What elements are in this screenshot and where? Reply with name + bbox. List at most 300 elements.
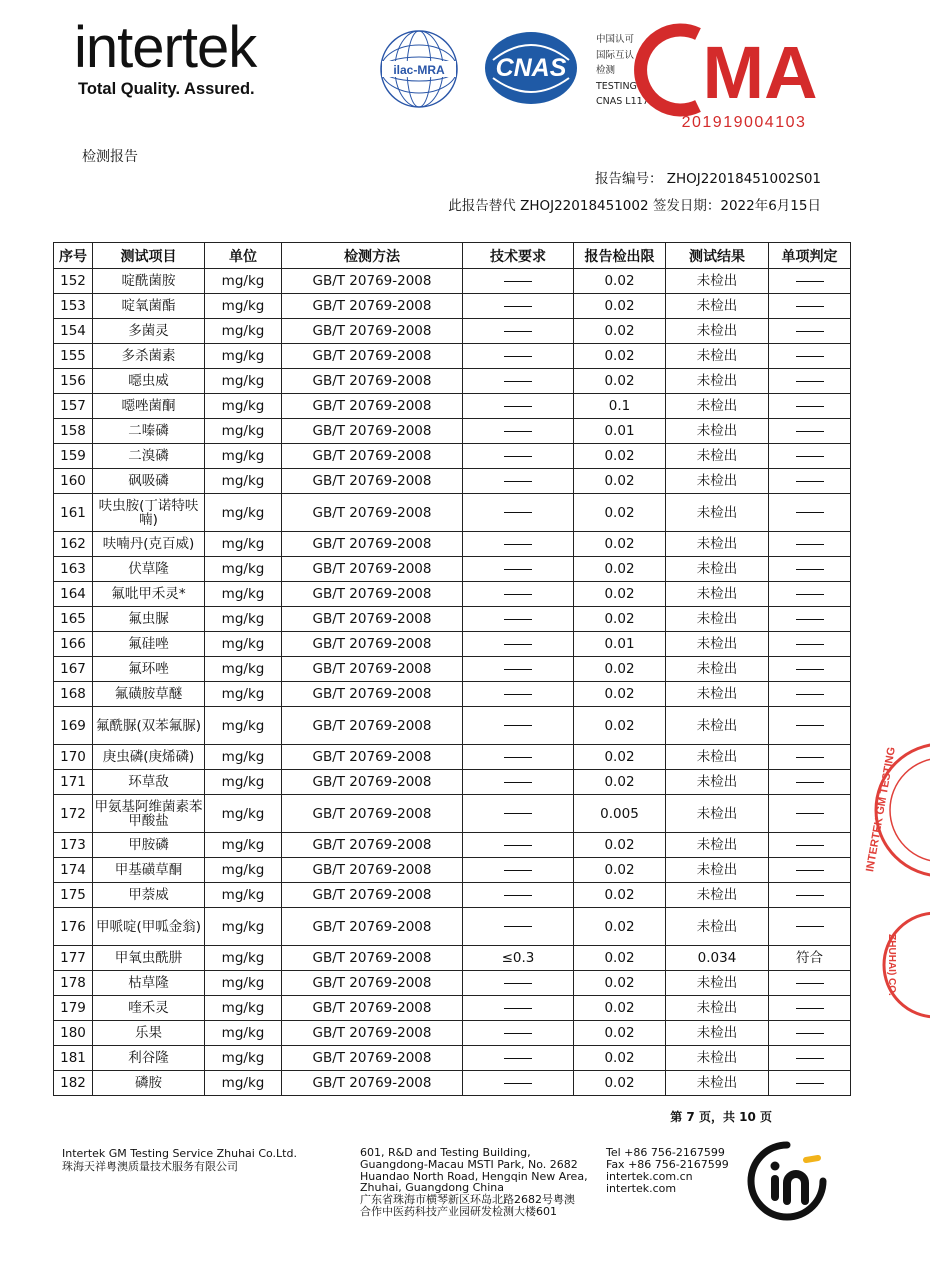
table-row (54, 883, 851, 908)
report-replaces-issue-date: 此报告替代 ZHOJ22018451002 签发日期：2022年6月15日 (448, 198, 821, 214)
cell-requirement (463, 607, 574, 632)
cell-limit: 0.02 (574, 1071, 666, 1096)
cell-result: 未检出 (666, 369, 769, 394)
intertek-logo: intertek (74, 15, 257, 80)
cell-requirement (463, 469, 574, 494)
cell-item: 环草敌 (93, 770, 205, 795)
cell-method: GB/T 20769-2008 (282, 971, 463, 996)
cell-limit: 0.01 (574, 632, 666, 657)
cell-verdict (769, 344, 851, 369)
cell-no: 164 (54, 582, 93, 607)
dash-mark (796, 1058, 824, 1059)
cell-method: GB/T 20769-2008 (282, 469, 463, 494)
cell-limit: 0.02 (574, 1046, 666, 1071)
cell-no: 154 (54, 319, 93, 344)
table-row (54, 607, 851, 632)
cell-requirement (463, 319, 574, 344)
cell-unit: mg/kg (205, 971, 282, 996)
dash-mark (796, 594, 824, 595)
svg-text:MA: MA (702, 31, 818, 114)
cell-no: 168 (54, 682, 93, 707)
table-row (54, 745, 851, 770)
cell-unit: mg/kg (205, 469, 282, 494)
dash-mark (504, 1058, 532, 1059)
col-header-requirement: 技术要求 (463, 243, 574, 269)
dash-mark (796, 569, 824, 570)
results-table (53, 242, 851, 1096)
table-row (54, 1046, 851, 1071)
cell-result: 未检出 (666, 682, 769, 707)
col-header-result: 测试结果 (666, 243, 769, 269)
footer-address: 601, R&D and Testing Building, Guangdong-Macau MSTI Park, No. 2682 Huandao North Road, Hengqin New Area, Zhuhai, Guangdong China 广东省珠海市横琴新区环岛北路2682号粤澳 合作中医药科技产业园研发检测大楼601 (360, 1146, 588, 1218)
cell-verdict (769, 883, 851, 908)
dash-mark (796, 870, 824, 871)
cell-limit: 0.02 (574, 858, 666, 883)
col-header-unit: 单位 (205, 243, 282, 269)
col-header-item: 测试项目 (93, 243, 205, 269)
cell-limit: 0.02 (574, 319, 666, 344)
cell-unit: mg/kg (205, 607, 282, 632)
cell-no: 175 (54, 883, 93, 908)
dash-mark (796, 845, 824, 846)
cell-unit: mg/kg (205, 883, 282, 908)
cell-result: 未检出 (666, 444, 769, 469)
table-row (54, 682, 851, 707)
cell-verdict (769, 833, 851, 858)
table-row (54, 833, 851, 858)
cell-method: GB/T 20769-2008 (282, 1021, 463, 1046)
cell-requirement (463, 369, 574, 394)
cell-unit: mg/kg (205, 532, 282, 557)
cell-limit: 0.02 (574, 1021, 666, 1046)
dash-mark (796, 782, 824, 783)
cell-no: 160 (54, 469, 93, 494)
cell-no: 172 (54, 795, 93, 833)
cell-unit: mg/kg (205, 707, 282, 745)
cell-no: 182 (54, 1071, 93, 1096)
table-row (54, 1021, 851, 1046)
cma-number: 201919004103 (681, 114, 807, 131)
dash-mark (504, 481, 532, 482)
cell-result: 未检出 (666, 908, 769, 946)
dash-mark (796, 694, 824, 695)
cell-requirement (463, 745, 574, 770)
cell-method: GB/T 20769-2008 (282, 946, 463, 971)
report-number: 报告编号： ZHOJ22018451002S01 (594, 171, 821, 187)
cell-no: 159 (54, 444, 93, 469)
table-row (54, 494, 851, 532)
cell-verdict (769, 532, 851, 557)
document-type: 检测报告 (82, 149, 138, 165)
col-header-verdict: 单项判定 (769, 243, 851, 269)
cell-item: 噁唑菌酮 (93, 394, 205, 419)
cell-limit: 0.02 (574, 971, 666, 996)
cell-item: 氟磺胺草醚 (93, 682, 205, 707)
cell-no: 156 (54, 369, 93, 394)
cell-method: GB/T 20769-2008 (282, 532, 463, 557)
col-header-limit: 报告检出限 (574, 243, 666, 269)
cell-requirement (463, 582, 574, 607)
cell-method: GB/T 20769-2008 (282, 269, 463, 294)
cell-requirement (463, 707, 574, 745)
dash-mark (796, 644, 824, 645)
cell-requirement (463, 632, 574, 657)
cell-method: GB/T 20769-2008 (282, 582, 463, 607)
cell-limit: 0.02 (574, 607, 666, 632)
cell-no: 162 (54, 532, 93, 557)
cell-method: GB/T 20769-2008 (282, 319, 463, 344)
cell-limit: 0.02 (574, 469, 666, 494)
cell-method: GB/T 20769-2008 (282, 657, 463, 682)
cell-item: 甲氨基阿维菌素苯甲酸盐 (93, 795, 205, 833)
cell-verdict (769, 419, 851, 444)
dash-mark (504, 356, 532, 357)
cell-no: 178 (54, 971, 93, 996)
cell-requirement (463, 1046, 574, 1071)
cell-verdict (769, 682, 851, 707)
cell-unit: mg/kg (205, 582, 282, 607)
cnas-logo (483, 30, 579, 106)
dash-mark (504, 544, 532, 545)
cell-item: 噁虫威 (93, 369, 205, 394)
dash-mark (504, 281, 532, 282)
table-row (54, 557, 851, 582)
table-row (54, 795, 851, 833)
cell-result: 未检出 (666, 582, 769, 607)
cell-result: 未检出 (666, 469, 769, 494)
dash-mark (504, 694, 532, 695)
cell-requirement (463, 1021, 574, 1046)
cell-unit: mg/kg (205, 632, 282, 657)
cell-result: 未检出 (666, 344, 769, 369)
cell-unit: mg/kg (205, 294, 282, 319)
cell-item: 啶酰菌胺 (93, 269, 205, 294)
cell-unit: mg/kg (205, 344, 282, 369)
table-row (54, 269, 851, 294)
cell-limit: 0.02 (574, 369, 666, 394)
cell-item: 氟酰脲(双苯氟脲) (93, 707, 205, 745)
cell-verdict (769, 582, 851, 607)
col-header-no: 序号 (54, 243, 93, 269)
table-row (54, 908, 851, 946)
dash-mark (504, 669, 532, 670)
cell-method: GB/T 20769-2008 (282, 607, 463, 632)
cma-logo (668, 26, 820, 114)
cell-requirement (463, 682, 574, 707)
dash-mark (504, 619, 532, 620)
cell-requirement (463, 971, 574, 996)
cell-limit: 0.02 (574, 745, 666, 770)
cell-item: 庚虫磷(庚烯磷) (93, 745, 205, 770)
cell-result: 未检出 (666, 394, 769, 419)
cell-result: 未检出 (666, 745, 769, 770)
cell-requirement: ≤0.3 (463, 946, 574, 971)
cell-result: 未检出 (666, 707, 769, 745)
table-row (54, 444, 851, 469)
dash-mark (504, 381, 532, 382)
company-seal-stamp (864, 740, 930, 880)
cell-method: GB/T 20769-2008 (282, 1071, 463, 1096)
cell-verdict (769, 607, 851, 632)
cell-result: 未检出 (666, 494, 769, 532)
table-row (54, 971, 851, 996)
cell-item: 枯草隆 (93, 971, 205, 996)
cell-result: 未检出 (666, 795, 769, 833)
cell-result: 未检出 (666, 971, 769, 996)
cell-result: 未检出 (666, 294, 769, 319)
cell-result: 未检出 (666, 858, 769, 883)
cell-item: 多杀菌素 (93, 344, 205, 369)
dash-mark (504, 870, 532, 871)
cell-item: 氟吡甲禾灵* (93, 582, 205, 607)
cell-verdict (769, 795, 851, 833)
cell-item: 氟环唑 (93, 657, 205, 682)
table-row (54, 394, 851, 419)
cell-limit: 0.02 (574, 833, 666, 858)
cell-unit: mg/kg (205, 369, 282, 394)
dash-mark (796, 356, 824, 357)
cell-unit: mg/kg (205, 833, 282, 858)
cell-item: 喹禾灵 (93, 996, 205, 1021)
cnas-accreditation-text: 中国认可 国际互认 检测 TESTING CNAS L11796 (596, 34, 661, 107)
cell-method: GB/T 20769-2008 (282, 883, 463, 908)
cell-verdict (769, 557, 851, 582)
cell-limit: 0.02 (574, 946, 666, 971)
dash-mark (504, 725, 532, 726)
dash-mark (796, 757, 824, 758)
cell-no: 180 (54, 1021, 93, 1046)
footer-contact: Tel +86 756-2167599 Fax +86 756-2167599 intertek.com.cn intertek.com (606, 1146, 729, 1195)
dash-mark (796, 669, 824, 670)
cell-unit: mg/kg (205, 419, 282, 444)
cell-verdict (769, 1021, 851, 1046)
dash-mark (504, 569, 532, 570)
cell-requirement (463, 833, 574, 858)
cell-result: 未检出 (666, 557, 769, 582)
cell-item: 伏草隆 (93, 557, 205, 582)
dash-mark (504, 983, 532, 984)
cell-verdict (769, 369, 851, 394)
cell-verdict (769, 294, 851, 319)
dash-mark (504, 644, 532, 645)
cell-item: 多菌灵 (93, 319, 205, 344)
dash-mark (504, 757, 532, 758)
cell-item: 磷胺 (93, 1071, 205, 1096)
cell-requirement (463, 532, 574, 557)
cell-result: 未检出 (666, 319, 769, 344)
cell-verdict (769, 858, 851, 883)
cell-unit: mg/kg (205, 494, 282, 532)
cell-no: 173 (54, 833, 93, 858)
cell-item: 二嗪磷 (93, 419, 205, 444)
cell-no: 176 (54, 908, 93, 946)
cell-unit: mg/kg (205, 858, 282, 883)
cell-unit: mg/kg (205, 657, 282, 682)
ilac-mra-logo (378, 28, 460, 110)
company-seal-stamp-2 (876, 910, 926, 1020)
dash-mark (504, 406, 532, 407)
cell-limit: 0.01 (574, 419, 666, 444)
cell-verdict (769, 444, 851, 469)
cell-verdict: 符合 (769, 946, 851, 971)
cell-no: 167 (54, 657, 93, 682)
cell-no: 155 (54, 344, 93, 369)
cell-no: 179 (54, 996, 93, 1021)
cell-item: 乐果 (93, 1021, 205, 1046)
cell-no: 166 (54, 632, 93, 657)
cell-verdict (769, 632, 851, 657)
table-row (54, 770, 851, 795)
table-row (54, 946, 851, 971)
cell-result: 未检出 (666, 770, 769, 795)
cell-requirement (463, 494, 574, 532)
dash-mark (796, 512, 824, 513)
dash-mark (504, 306, 532, 307)
cell-verdict (769, 770, 851, 795)
cell-limit: 0.02 (574, 657, 666, 682)
cell-item: 啶氧菌酯 (93, 294, 205, 319)
cell-result: 未检出 (666, 1046, 769, 1071)
cell-requirement (463, 394, 574, 419)
dash-mark (504, 782, 532, 783)
table-row (54, 1071, 851, 1096)
cell-item: 甲胺磷 (93, 833, 205, 858)
cell-unit: mg/kg (205, 1046, 282, 1071)
table-row (54, 419, 851, 444)
cell-requirement (463, 657, 574, 682)
table-row (54, 632, 851, 657)
cell-item: 甲氧虫酰肼 (93, 946, 205, 971)
cell-verdict (769, 269, 851, 294)
cell-method: GB/T 20769-2008 (282, 745, 463, 770)
cell-no: 157 (54, 394, 93, 419)
table-row (54, 996, 851, 1021)
table-row (54, 294, 851, 319)
page-number: 第 7 页，共 10 页 (670, 1110, 772, 1124)
cell-no: 177 (54, 946, 93, 971)
dash-mark (796, 431, 824, 432)
dash-mark (796, 306, 824, 307)
dash-mark (796, 926, 824, 927)
cell-no: 171 (54, 770, 93, 795)
cell-method: GB/T 20769-2008 (282, 294, 463, 319)
cell-method: GB/T 20769-2008 (282, 996, 463, 1021)
dash-mark (504, 456, 532, 457)
table-row (54, 858, 851, 883)
cell-unit: mg/kg (205, 795, 282, 833)
dash-mark (504, 895, 532, 896)
dash-mark (796, 331, 824, 332)
cell-unit: mg/kg (205, 682, 282, 707)
cell-verdict (769, 707, 851, 745)
cell-item: 氟硅唑 (93, 632, 205, 657)
dash-mark (796, 813, 824, 814)
cell-result: 未检出 (666, 1021, 769, 1046)
cell-no: 163 (54, 557, 93, 582)
intertek-in-icon (746, 1140, 828, 1222)
cell-method: GB/T 20769-2008 (282, 770, 463, 795)
cell-unit: mg/kg (205, 269, 282, 294)
cell-item: 氟虫脲 (93, 607, 205, 632)
dash-mark (504, 845, 532, 846)
cell-unit: mg/kg (205, 908, 282, 946)
cell-item: 呋虫胺(丁诺特呋喃) (93, 494, 205, 532)
cell-no: 153 (54, 294, 93, 319)
cell-result: 未检出 (666, 419, 769, 444)
dash-mark (796, 1033, 824, 1034)
cell-result: 未检出 (666, 532, 769, 557)
cell-limit: 0.02 (574, 582, 666, 607)
dash-mark (504, 1083, 532, 1084)
cell-method: GB/T 20769-2008 (282, 707, 463, 745)
cell-no: 158 (54, 419, 93, 444)
cell-verdict (769, 908, 851, 946)
cell-verdict (769, 657, 851, 682)
dash-mark (504, 431, 532, 432)
cell-method: GB/T 20769-2008 (282, 369, 463, 394)
cell-result: 未检出 (666, 833, 769, 858)
cell-result: 未检出 (666, 632, 769, 657)
cell-item: 甲萘威 (93, 883, 205, 908)
table-row (54, 369, 851, 394)
dash-mark (504, 813, 532, 814)
cell-limit: 0.02 (574, 532, 666, 557)
cell-unit: mg/kg (205, 745, 282, 770)
cell-verdict (769, 971, 851, 996)
cell-requirement (463, 858, 574, 883)
svg-text:CNAS: CNAS (495, 54, 567, 82)
cell-limit: 0.02 (574, 770, 666, 795)
cell-item: 呋喃丹(克百威) (93, 532, 205, 557)
cell-verdict (769, 1046, 851, 1071)
cell-requirement (463, 557, 574, 582)
dash-mark (796, 481, 824, 482)
cell-limit: 0.02 (574, 707, 666, 745)
cell-result: 0.034 (666, 946, 769, 971)
cell-verdict (769, 469, 851, 494)
cell-limit: 0.02 (574, 444, 666, 469)
cell-method: GB/T 20769-2008 (282, 557, 463, 582)
dash-mark (504, 331, 532, 332)
cell-unit: mg/kg (205, 996, 282, 1021)
footer-company: Intertek GM Testing Service Zhuhai Co.Ltd. 珠海天祥粤澳质量技术服务有限公司 (62, 1147, 297, 1173)
dash-mark (504, 1033, 532, 1034)
cell-unit: mg/kg (205, 394, 282, 419)
cell-method: GB/T 20769-2008 (282, 1046, 463, 1071)
cell-limit: 0.02 (574, 269, 666, 294)
table-header-row (54, 243, 851, 269)
cell-result: 未检出 (666, 607, 769, 632)
cell-limit: 0.02 (574, 494, 666, 532)
cell-verdict (769, 319, 851, 344)
svg-text:ilac-MRA: ilac-MRA (393, 63, 445, 77)
cell-requirement (463, 883, 574, 908)
cell-limit: 0.005 (574, 795, 666, 833)
cell-unit: mg/kg (205, 946, 282, 971)
cell-unit: mg/kg (205, 444, 282, 469)
cell-no: 170 (54, 745, 93, 770)
cell-requirement (463, 795, 574, 833)
dash-mark (504, 926, 532, 927)
dash-mark (796, 544, 824, 545)
cell-verdict (769, 1071, 851, 1096)
cell-method: GB/T 20769-2008 (282, 344, 463, 369)
table-row (54, 319, 851, 344)
cell-no: 165 (54, 607, 93, 632)
cell-requirement (463, 908, 574, 946)
cell-limit: 0.02 (574, 682, 666, 707)
logo-tagline: Total Quality. Assured. (78, 80, 255, 98)
